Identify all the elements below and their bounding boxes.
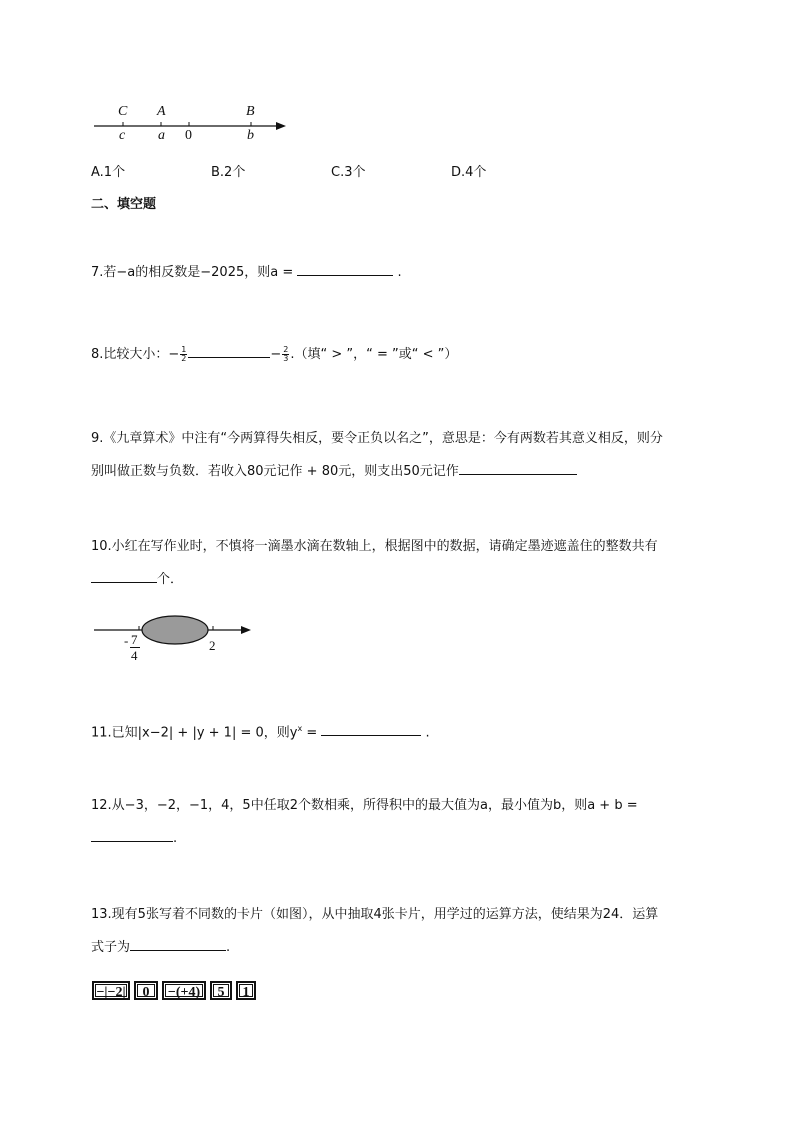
q11-equals: =: [302, 725, 318, 741]
ink-blot-number-line: [90, 612, 260, 652]
q11-answer-blank[interactable]: [321, 722, 421, 736]
question-8: [91, 344, 457, 364]
question-11: [91, 720, 430, 742]
question-10-line-1: 10.小红在写作业时，不慎将一滴墨水滴在数轴上，根据图中的数据，请确定墨迹遮盖住的整数共有: [91, 539, 658, 554]
tick-c-label: c: [119, 128, 126, 143]
q8-fraction-2: [282, 346, 289, 363]
q11-exponent: x: [297, 724, 303, 733]
q8-frac2-den: 3: [283, 354, 289, 363]
q8-fraction-1: [180, 346, 187, 363]
q8-frac1-num: 1: [181, 345, 187, 354]
right-tick-label: 2: [209, 638, 216, 653]
tick-zero-label: 0: [185, 128, 192, 143]
card-neg-plus-4: [162, 981, 206, 1000]
card-one: [236, 981, 256, 1000]
option-a[interactable]: A.1个: [91, 165, 126, 180]
q7-text: 7.若−a的相反数是−2025，则a =: [91, 265, 294, 280]
ink-blot: [142, 616, 208, 644]
q13-text: 式子为: [91, 940, 131, 955]
q13-answer-blank[interactable]: [130, 937, 226, 951]
section-heading: 二、填空题: [91, 197, 157, 212]
point-a-label: A: [157, 104, 166, 119]
q7-end: .: [397, 265, 402, 280]
q8-text: 8.比较大小：−: [91, 347, 180, 362]
option-d[interactable]: D.4个: [451, 165, 487, 180]
question-13-line-2: [91, 937, 230, 957]
fraction-denominator: 4: [131, 648, 138, 663]
question-9-line-2: [91, 461, 577, 481]
question-7: [91, 262, 402, 282]
card-4-text: 5: [217, 985, 225, 1000]
q8-answer-blank[interactable]: [188, 344, 270, 358]
card-neg-abs-neg-2: [92, 981, 130, 1000]
q12-answer-blank[interactable]: [91, 828, 173, 842]
question-12-line-2: [91, 828, 177, 848]
point-c-label: C: [118, 104, 128, 119]
tick-a-label: a: [158, 128, 165, 143]
question-9-line-1: 9.《九章算术》中注有“今两算得失相反，要令正负以名之”，意思是：今有两数若其意义相反，则分: [91, 431, 663, 446]
q9-text: 别叫做正数与负数．若收入80元记作 + 80元，则支出50元记作: [91, 464, 459, 479]
q12-end: .: [173, 831, 178, 846]
q10-answer-blank[interactable]: [91, 569, 157, 583]
q11-text: 11.已知|x−2| + |y + 1| = 0，则y: [91, 725, 298, 741]
card-zero: [134, 981, 158, 1000]
card-3-text: −(+4): [167, 985, 201, 1000]
option-b[interactable]: B.2个: [211, 165, 246, 180]
q13-end: .: [226, 940, 231, 955]
q8-frac1-den: 2: [181, 354, 187, 363]
question-12-line-1: 12.从−3，−2，−1，4，5中任取2个数相乘，所得积中的最大值为a，最小值为b，则a + b =: [91, 798, 638, 813]
q8-minus: −: [270, 347, 282, 362]
q8-frac2-num: 2: [283, 345, 289, 354]
question-10-line-2: [91, 569, 183, 589]
q10-end: 个．: [157, 572, 184, 587]
card-2-text: 0: [142, 985, 150, 1000]
q8-hint: .（填“ > ”，“ = ”或“ < ”）: [290, 347, 458, 362]
card-five: [210, 981, 232, 1000]
q11-end: .: [425, 725, 430, 741]
q9-answer-blank[interactable]: [459, 461, 577, 475]
card-1-text: −|−2|: [96, 985, 126, 1000]
question-13-line-1: 13.现有5张写着不同数的卡片（如图），从中抽取4张卡片，用学过的运算方法，使结果为24．运算: [91, 907, 659, 922]
q7-answer-blank[interactable]: [297, 262, 393, 276]
tick-b-label: b: [247, 128, 254, 143]
point-b-label: B: [246, 104, 255, 119]
card-5-text: 1: [242, 985, 250, 1000]
neg-sign-label: -: [124, 633, 129, 648]
fraction-numerator: 7: [131, 632, 138, 647]
option-c[interactable]: C.3个: [331, 165, 366, 180]
